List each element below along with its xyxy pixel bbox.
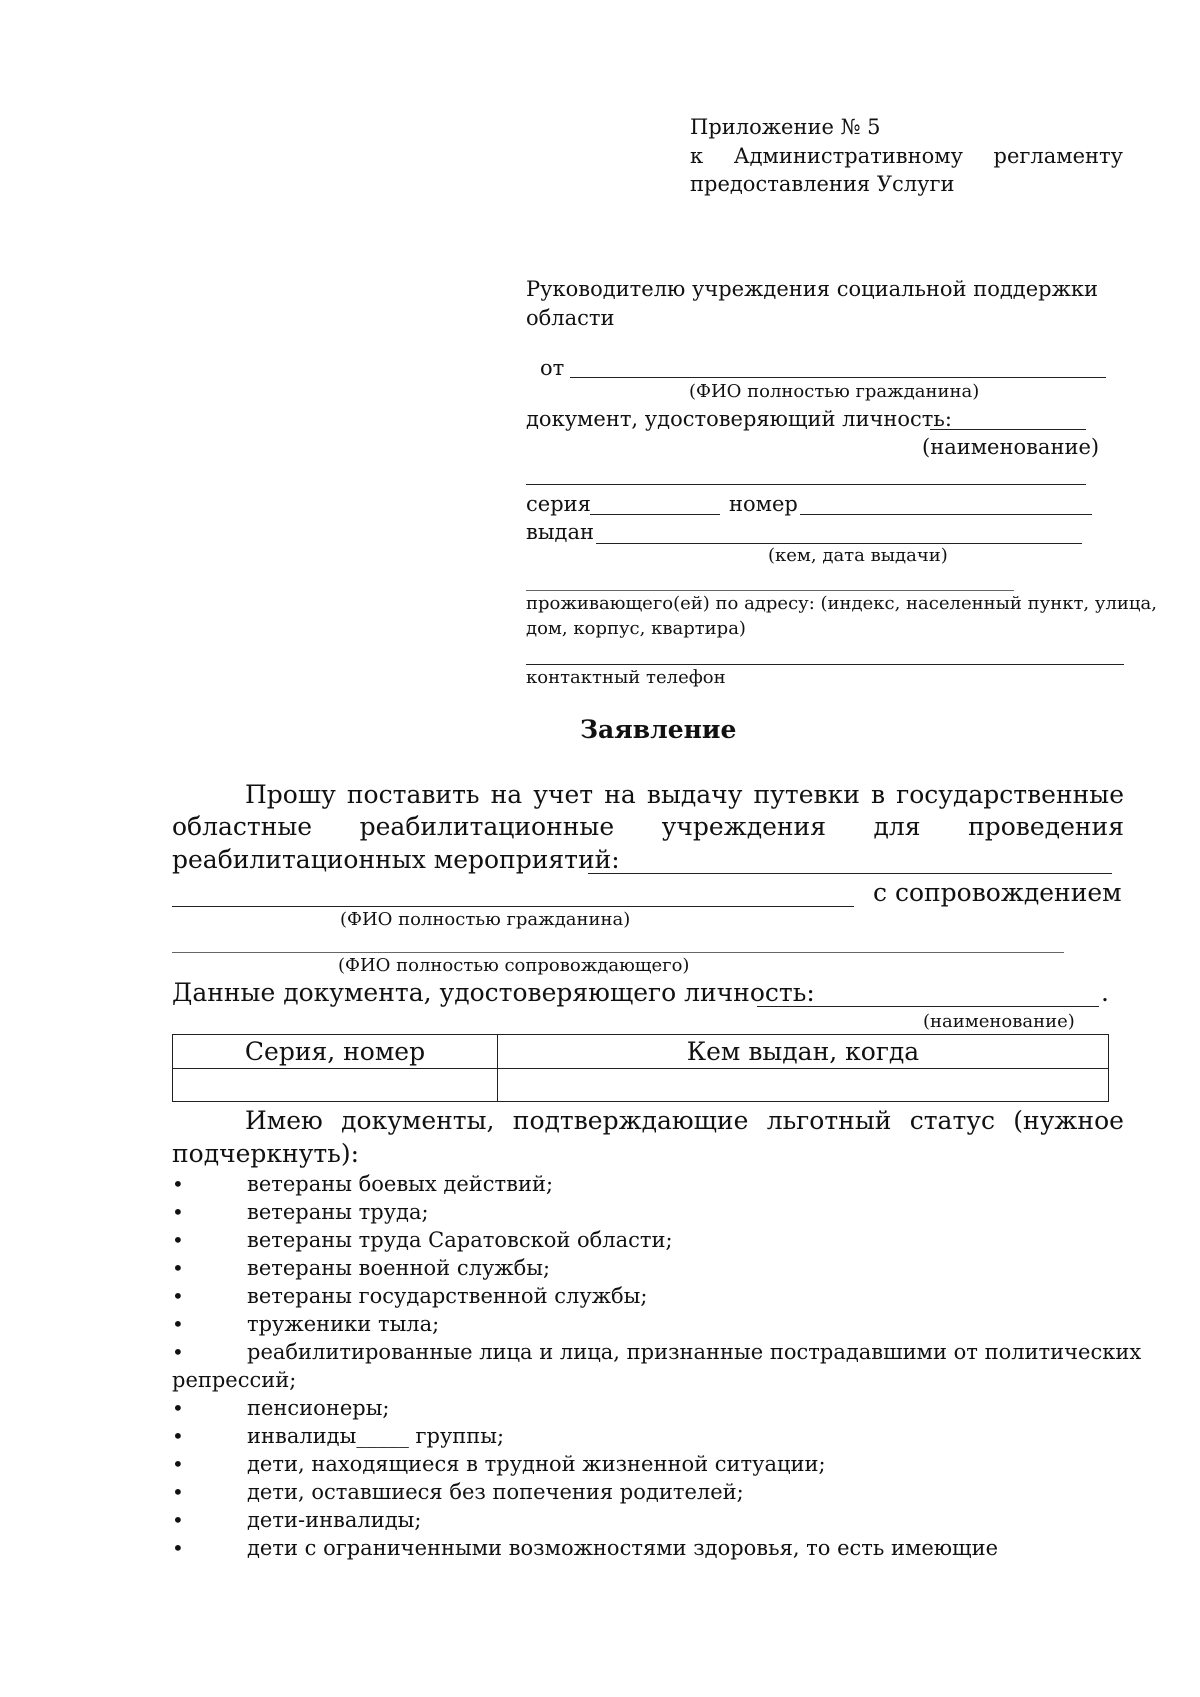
status-intro-line-2: подчеркнуть): — [172, 1139, 360, 1168]
series-label: серия — [526, 492, 591, 516]
list-item-continuation: репрессий; — [172, 1368, 297, 1392]
appendix-number: Приложение № 5 — [690, 115, 881, 139]
status-word: документы, — [341, 1106, 495, 1135]
status-intro-line — [245, 1104, 1124, 1137]
bullet-icon: • — [172, 1172, 184, 1196]
table-header-series: Серия, номер — [173, 1035, 498, 1069]
list-item: труженики тыла; — [247, 1312, 440, 1336]
fio-caption: (ФИО полностью гражданина) — [689, 381, 980, 402]
fio-caption: (ФИО полностью гражданина) — [340, 909, 631, 930]
table-cell-series[interactable] — [173, 1069, 498, 1102]
id-doc-name-field[interactable] — [930, 429, 1086, 430]
paragraph-word: учреждения — [661, 812, 826, 841]
address-caption: проживающего(ей) по адресу: (индекс, населенный пункт, улица, — [526, 593, 1157, 614]
from-label: от — [540, 356, 565, 380]
list-item: дети, находящиеся в трудной жизненной ситуации; — [247, 1452, 826, 1476]
list-item: ветераны труда; — [247, 1200, 429, 1224]
paragraph-word: реабилитационные — [359, 812, 615, 841]
series-field[interactable] — [590, 514, 720, 515]
citizen-name-field[interactable] — [172, 906, 854, 907]
table-header-issued: Кем выдан, когда — [498, 1035, 1109, 1069]
id-doc-field[interactable] — [757, 1006, 1099, 1007]
bullet-icon: • — [172, 1284, 184, 1308]
list-item: дети, оставшиеся без попечения родителей; — [247, 1480, 744, 1504]
list-item: инвалиды_____ группы; — [247, 1424, 505, 1448]
issued-label: выдан — [526, 520, 594, 544]
table-row — [173, 1069, 1109, 1102]
list-item: дети-инвалиды; — [247, 1508, 422, 1532]
escort-label: с сопровождением — [873, 878, 1122, 907]
list-item: ветераны государственной службы; — [247, 1284, 648, 1308]
appendix-service: предоставления Услуги — [690, 172, 955, 196]
address-phone-field[interactable] — [526, 664, 1124, 665]
number-field[interactable] — [800, 514, 1092, 515]
bullet-icon: • — [172, 1256, 184, 1280]
id-doc-line: Данные документа, удостоверяющего личность: — [172, 978, 815, 1007]
bullet-icon: • — [172, 1200, 184, 1224]
table-cell-issued[interactable] — [498, 1069, 1109, 1102]
issued-caption: (кем, дата выдачи) — [768, 545, 948, 566]
bullet-icon: • — [172, 1452, 184, 1476]
paragraph-word: областные — [172, 812, 313, 841]
applicant-name-field[interactable] — [570, 377, 1106, 378]
bullet-icon: • — [172, 1228, 184, 1252]
paragraph-word: проведения — [968, 812, 1124, 841]
table-header-row — [173, 1035, 1109, 1069]
number-label: номер — [729, 492, 798, 516]
list-item: ветераны труда Саратовской области; — [247, 1228, 673, 1252]
address-caption-2: дом, корпус, квартира) — [526, 618, 746, 639]
request-paragraph-line: Прошу поставить на учет на выдачу путевки в государственные — [245, 780, 1124, 809]
id-doc-label: документ, удостоверяющий личность: — [526, 407, 952, 431]
status-word: (нужное — [1013, 1106, 1124, 1135]
bullet-icon: • — [172, 1424, 184, 1448]
list-item: дети с ограниченными возможностями здоровья, то есть имеющие — [247, 1536, 999, 1560]
document-title: Заявление — [580, 715, 737, 744]
rehab-measures-field[interactable] — [588, 873, 1112, 874]
appendix-word: регламенту — [993, 144, 1123, 168]
addressee-line: Руководителю учреждения социальной поддержки — [526, 277, 1099, 301]
status-word: Имею — [245, 1106, 323, 1135]
list-item: пенсионеры; — [247, 1396, 390, 1420]
bullet-icon: • — [172, 1508, 184, 1532]
id-doc-name-field-2[interactable] — [526, 484, 1086, 485]
addressee-region: области — [526, 306, 615, 330]
appendix-word: Административному — [733, 144, 963, 168]
bullet-icon: • — [172, 1396, 184, 1420]
id-doc-end: . — [1101, 978, 1109, 1007]
status-word: подтверждающие — [512, 1106, 749, 1135]
status-word: статус — [909, 1106, 995, 1135]
escort-name-field[interactable] — [172, 952, 1064, 953]
appendix-word: к — [690, 144, 704, 168]
id-doc-table — [172, 1034, 1109, 1102]
bullet-icon: • — [172, 1480, 184, 1504]
paragraph-word: для — [873, 812, 921, 841]
escort-caption: (ФИО полностью сопровождающего) — [338, 955, 690, 976]
name-caption: (наименование) — [923, 1011, 1075, 1032]
issued-field-2[interactable] — [526, 590, 1014, 591]
request-paragraph-line-2 — [172, 810, 1124, 843]
list-item: ветераны военной службы; — [247, 1256, 551, 1280]
name-caption: (наименование) — [922, 435, 1100, 459]
status-word: льготный — [766, 1106, 892, 1135]
list-item: ветераны боевых действий; — [247, 1172, 554, 1196]
list-item: реабилитированные лица и лица, признанные пострадавшими от политических — [247, 1340, 1142, 1364]
appendix-regulation-line — [690, 142, 1123, 170]
bullet-icon: • — [172, 1536, 184, 1560]
phone-caption: контактный телефон — [526, 667, 726, 688]
rehab-measures-label: реабилитационных мероприятий: — [172, 845, 620, 874]
bullet-icon: • — [172, 1312, 184, 1336]
bullet-icon: • — [172, 1340, 184, 1364]
